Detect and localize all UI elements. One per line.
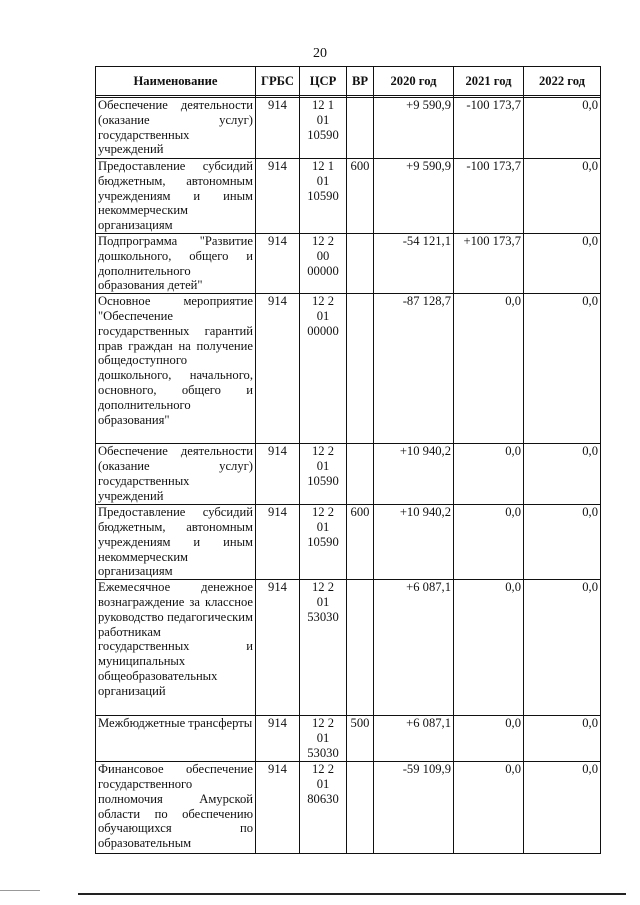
row-2020: +9 590,9 bbox=[374, 98, 454, 159]
row-grbs: 914 bbox=[256, 762, 300, 854]
row-name: Подпрограмма "Развитие дошкольного, общего и дополнительного образования детей" bbox=[96, 233, 256, 293]
header-2021: 2021 год bbox=[454, 67, 524, 96]
header-name: Наименование bbox=[96, 67, 256, 96]
table-row bbox=[96, 505, 601, 580]
table-row bbox=[96, 294, 601, 444]
row-csr: 12 1 01 10590 bbox=[300, 98, 347, 159]
row-vr bbox=[347, 98, 374, 159]
row-grbs: 914 bbox=[256, 98, 300, 159]
row-grbs: 914 bbox=[256, 233, 300, 293]
row-2022: 0,0 bbox=[524, 580, 601, 716]
row-name: Предоставление субсидий бюджетным, автономным учреждениям и иным некоммерческим организациям bbox=[96, 159, 256, 234]
row-name: Обеспечение деятельности (оказание услуг) государственных учреждений bbox=[96, 444, 256, 505]
row-name: Ежемесячное денежное вознаграждение за классное руководство педагогическим работникам государственных и муниципальных общеобразовательных организаций bbox=[96, 580, 256, 716]
table-row bbox=[96, 716, 601, 762]
row-vr: 600 bbox=[347, 159, 374, 234]
row-name: Предоставление субсидий бюджетным, автономным учреждениям и иным некоммерческим организациям bbox=[96, 505, 256, 580]
row-grbs: 914 bbox=[256, 505, 300, 580]
table-row bbox=[96, 580, 601, 716]
row-csr: 12 2 01 53030 bbox=[300, 716, 347, 762]
row-name: Основное мероприятие "Обеспечение государственных гарантий прав граждан на получение общедоступного дошкольного, начального, основного, общего и дополнительного образования" bbox=[96, 294, 256, 444]
row-vr: 500 bbox=[347, 716, 374, 762]
row-2022: 0,0 bbox=[524, 716, 601, 762]
table-row bbox=[96, 233, 601, 293]
row-2022: 0,0 bbox=[524, 505, 601, 580]
row-2020: +6 087,1 bbox=[374, 580, 454, 716]
row-2021: +100 173,7 bbox=[454, 233, 524, 293]
table-row bbox=[96, 98, 601, 159]
row-vr bbox=[347, 444, 374, 505]
row-2020: +10 940,2 bbox=[374, 444, 454, 505]
header-2022: 2022 год bbox=[524, 67, 601, 96]
row-name: Финансовое обеспечение государственного полномочия Амурской области по обеспечению обучающихся по образовательным bbox=[96, 762, 256, 854]
row-2020: -59 109,9 bbox=[374, 762, 454, 854]
row-csr: 12 2 01 10590 bbox=[300, 505, 347, 580]
row-2020: -87 128,7 bbox=[374, 294, 454, 444]
row-2020: -54 121,1 bbox=[374, 233, 454, 293]
header-vr: ВР bbox=[347, 67, 374, 96]
header-grbs: ГРБС bbox=[256, 67, 300, 96]
row-csr: 12 2 01 53030 bbox=[300, 580, 347, 716]
table-row bbox=[96, 444, 601, 505]
row-2020: +10 940,2 bbox=[374, 505, 454, 580]
page-number: 20 bbox=[313, 46, 327, 61]
row-2021: 0,0 bbox=[454, 762, 524, 854]
row-grbs: 914 bbox=[256, 444, 300, 505]
row-2022: 0,0 bbox=[524, 233, 601, 293]
row-csr: 12 2 01 00000 bbox=[300, 294, 347, 444]
row-name: Обеспечение деятельности (оказание услуг) государственных учреждений bbox=[96, 98, 256, 159]
row-2021: 0,0 bbox=[454, 716, 524, 762]
row-2021: -100 173,7 bbox=[454, 98, 524, 159]
header-csr: ЦСР bbox=[300, 67, 347, 96]
row-2022: 0,0 bbox=[524, 294, 601, 444]
page-bottom-rule bbox=[78, 893, 626, 895]
row-csr: 12 1 01 10590 bbox=[300, 159, 347, 234]
row-name: Межбюджетные трансферты bbox=[96, 716, 256, 762]
row-2020: +6 087,1 bbox=[374, 716, 454, 762]
row-vr bbox=[347, 233, 374, 293]
table-row bbox=[96, 159, 601, 234]
row-2022: 0,0 bbox=[524, 159, 601, 234]
row-vr bbox=[347, 294, 374, 444]
table-row bbox=[96, 762, 601, 854]
row-vr bbox=[347, 762, 374, 854]
row-grbs: 914 bbox=[256, 294, 300, 444]
scan-edge-mark bbox=[0, 890, 40, 891]
budget-table bbox=[95, 66, 601, 854]
row-2020: +9 590,9 bbox=[374, 159, 454, 234]
row-2021: 0,0 bbox=[454, 580, 524, 716]
row-csr: 12 2 00 00000 bbox=[300, 233, 347, 293]
header-2020: 2020 год bbox=[374, 67, 454, 96]
row-2022: 0,0 bbox=[524, 98, 601, 159]
row-grbs: 914 bbox=[256, 159, 300, 234]
row-2021: 0,0 bbox=[454, 294, 524, 444]
row-grbs: 914 bbox=[256, 580, 300, 716]
row-2022: 0,0 bbox=[524, 444, 601, 505]
row-vr bbox=[347, 580, 374, 716]
table-header-row bbox=[96, 67, 601, 96]
row-csr: 12 2 01 10590 bbox=[300, 444, 347, 505]
row-grbs: 914 bbox=[256, 716, 300, 762]
row-2022: 0,0 bbox=[524, 762, 601, 854]
row-csr: 12 2 01 80630 bbox=[300, 762, 347, 854]
row-2021: 0,0 bbox=[454, 444, 524, 505]
row-2021: 0,0 bbox=[454, 505, 524, 580]
row-vr: 600 bbox=[347, 505, 374, 580]
row-2021: -100 173,7 bbox=[454, 159, 524, 234]
